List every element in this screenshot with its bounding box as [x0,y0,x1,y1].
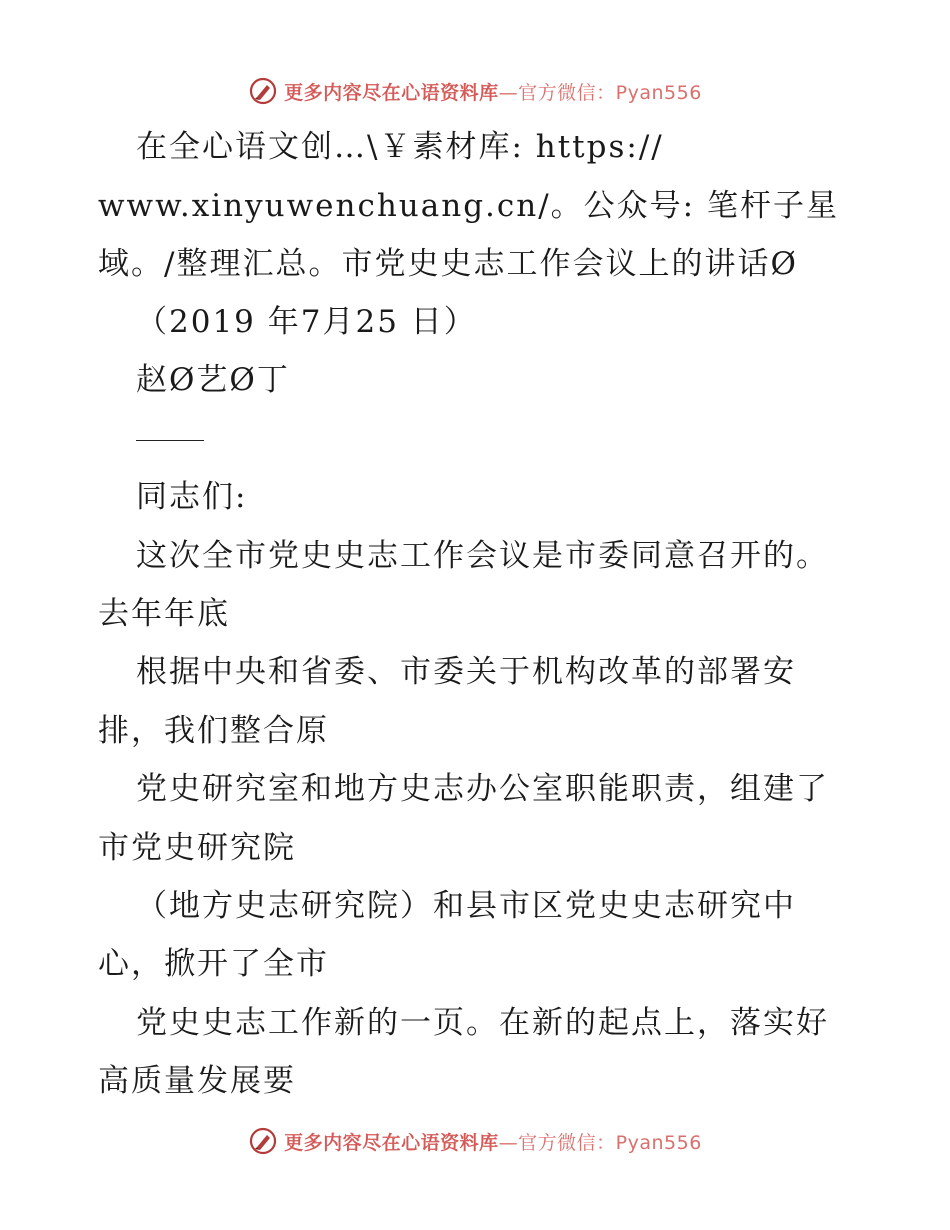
banner-main-text: 更多内容尽在心语资料库 [284,1131,499,1154]
banner-dash: — [498,1131,519,1154]
footer-banner [0,1121,950,1161]
paragraph-line: 党史研究室和地方史志办公室职能职责，组建了 [136,771,829,807]
paragraph-line: 市党史研究院 [98,830,296,866]
paragraph-line: 这次全市党史史志工作会议是市委同意召开的。 [136,538,829,574]
pen-logo-icon [248,76,278,106]
paragraph-line: 党史史志工作新的一页。在新的起点上，落实好 [136,1005,829,1041]
banner-main-text: 更多内容尽在心语资料库 [284,81,499,104]
paragraph-line: 去年年底 [98,596,230,632]
paragraph-line: 心，掀开了全市 [98,946,329,982]
date-line: （2019 年7月25 日） [136,304,477,340]
banner-wechat-text: 官方微信：Pyan556 [518,1131,702,1154]
text-line-3: 域。/整理汇总。市党史史志工作会议上的讲话Ø [98,246,798,282]
banner-wechat-text: 官方微信：Pyan556 [518,81,702,104]
separator-rule [136,440,204,441]
author-line: 赵Ø艺Ø丁 [136,362,290,398]
text-line-2: www.xinyuwenchuang.cn/。公众号: 笔杆子星 [98,188,839,224]
paragraph-line: （地方史志研究院）和县市区党史史志研究中 [136,888,796,924]
paragraph-line: 根据中央和省委、市委关于机构改革的部署安 [136,654,796,690]
header-banner [0,71,950,111]
salutation-line: 同志们: [136,479,248,515]
pen-logo-icon [248,1126,278,1156]
paragraph-line: 排，我们整合原 [98,713,329,749]
text-line-1: 在全心语文创…\￥素材库: https:// [136,129,664,165]
paragraph-line: 高质量发展要 [98,1063,296,1099]
banner-dash: — [498,81,519,104]
